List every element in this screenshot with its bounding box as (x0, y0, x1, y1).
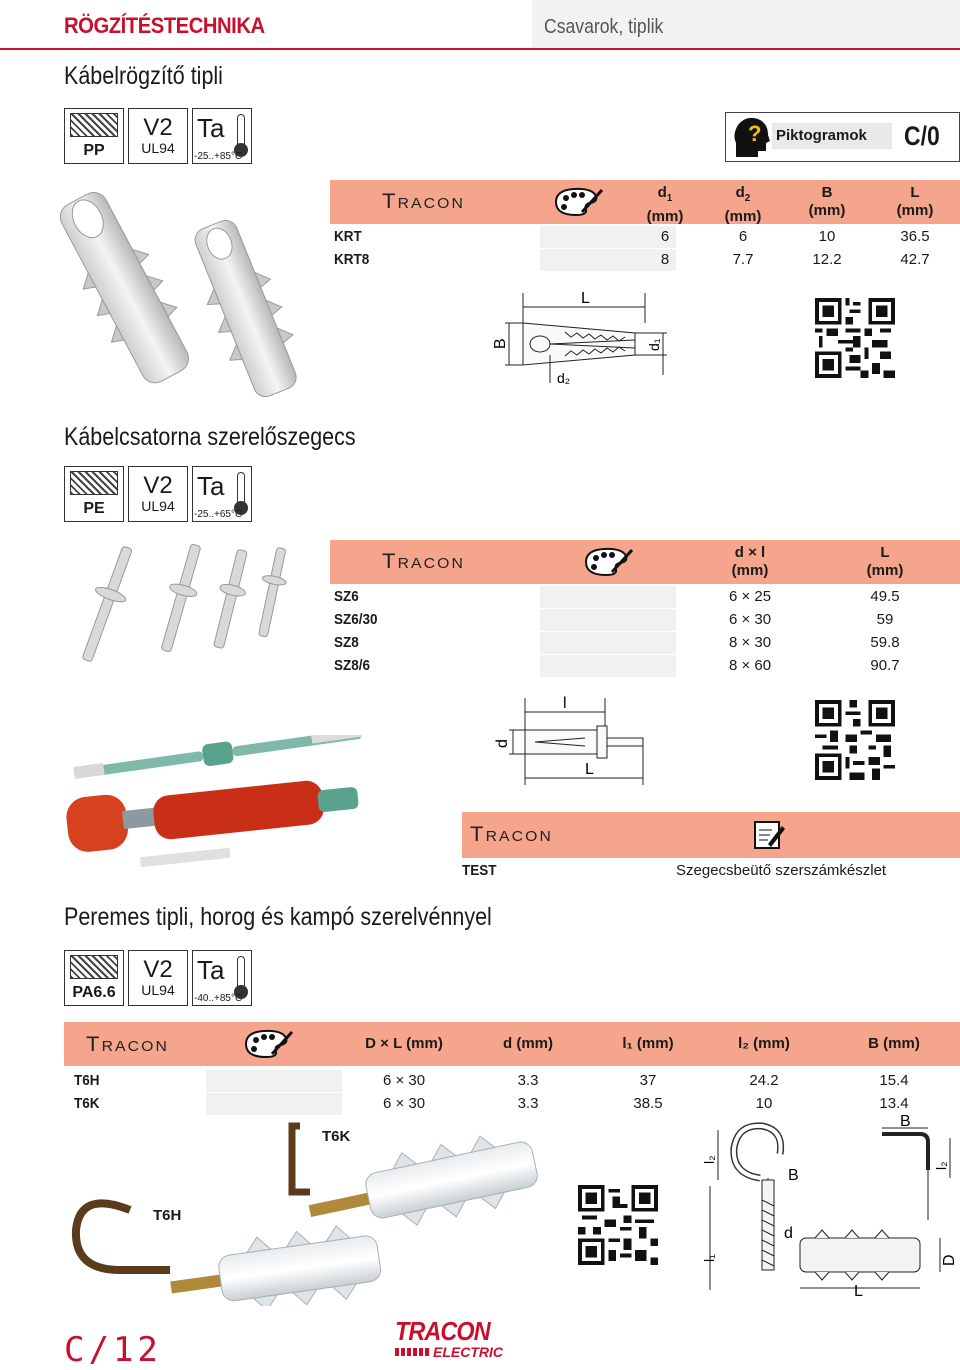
table-row[interactable]: SZ8 8 × 30 59.8 (330, 632, 960, 654)
flammability-pictogram: V2 UL94 (128, 466, 188, 522)
col-l: L (mm) (896, 184, 934, 219)
pictogram-badge[interactable] (725, 112, 960, 162)
col-d1: $d_1$ (mm) (646, 184, 684, 225)
badge-code: C/0 (904, 121, 940, 151)
dim-d2-label: d₂ (557, 370, 571, 386)
color-swatch (540, 632, 676, 654)
dim-bigl-label: L (585, 761, 594, 778)
section1-pictograms (64, 108, 252, 164)
table1-header: Tracon $d_1$ (mm) $d_2$ (mm) B (mm) L (mm) (330, 180, 960, 224)
photo-label-t6h: T6H (153, 1207, 182, 1224)
tool-row[interactable]: TEST Szegecsbeütő szerszámkészlet (462, 862, 887, 879)
product-photo-krt (60, 180, 330, 410)
temperature-pictogram: Ta -25..+65°C (192, 466, 252, 522)
section2-pictograms (64, 466, 252, 522)
dimension-diagram-sz (485, 690, 685, 790)
col-b: B (mm) (808, 184, 846, 219)
hatch-icon (70, 113, 118, 137)
dimension-diagram-hooks (700, 1110, 960, 1300)
hatch-icon (70, 471, 118, 495)
color-swatch (206, 1093, 342, 1115)
table-row[interactable]: SZ6/30 6 × 30 59 (330, 609, 960, 631)
temperature-pictogram: Ta -40..+85°C (192, 950, 252, 1006)
flammability-pictogram: V2 UL94 (128, 108, 188, 164)
flammability-pictogram: V2 UL94 (128, 950, 188, 1006)
col-b: B (mm) (868, 1035, 920, 1052)
header-category: RÖGZÍTÉSTECHNIKA (0, 0, 530, 48)
color-swatch (540, 586, 676, 608)
material-pictogram: PE (64, 466, 124, 522)
col-l: L (mm) (866, 544, 904, 579)
col-dxl: d × l (mm) (731, 544, 769, 579)
header-subcategory: Csavarok, tiplik (530, 0, 960, 48)
table-row[interactable]: SZ6 6 × 25 49.5 (330, 586, 960, 608)
logo-stripes (395, 1348, 429, 1356)
table3-header: Tracon D × L (mm) d (mm) l₁ (mm) l₂ (mm) B (mm) (64, 1022, 960, 1066)
material-pictogram: PP (64, 108, 124, 164)
section1-title: Kábelrögzítő tipli (64, 62, 223, 90)
header-divider (0, 48, 960, 50)
color-swatch (206, 1070, 342, 1092)
product-photo-tool (60, 735, 380, 880)
table-row[interactable]: SZ8/6 8 × 60 90.7 (330, 655, 960, 677)
tool-header: Tracon (462, 812, 960, 858)
hatch-icon (70, 955, 118, 979)
svg-text:?: ? (748, 121, 762, 146)
dim-d-label: d (784, 1225, 793, 1242)
badge-label: Piktogramok (776, 127, 867, 144)
qr-code-3[interactable] (578, 1185, 658, 1265)
table-row[interactable]: T6K 6 × 30 3.3 38.5 10 13.4 (64, 1093, 960, 1115)
col-d2: $d_2$ (mm) (724, 184, 762, 225)
note-edit-icon (752, 818, 786, 852)
product-photo-hooks (60, 1120, 560, 1310)
tracon-logo[interactable]: TRACON ELECTRIC (395, 1316, 503, 1360)
section3-pictograms (64, 950, 252, 1006)
section2-title: Kábelcsatorna szerelőszegecs (64, 423, 356, 451)
col-dxl: D × L (mm) (365, 1035, 443, 1052)
dim-b-label: B (492, 338, 509, 349)
head-question-icon (730, 115, 774, 159)
dim-l-label: L (581, 290, 590, 307)
dim-bigd-label: D (941, 1254, 958, 1266)
table-row[interactable]: T6H 6 × 30 3.3 37 24.2 15.4 (64, 1070, 960, 1092)
dim-d1-label: d₁ (646, 338, 662, 351)
color-palette-icon (582, 546, 634, 576)
color-palette-icon (242, 1028, 294, 1058)
col-l2: l₂ (mm) (738, 1035, 790, 1052)
dimension-diagram-krt (485, 285, 685, 390)
table2-header: Tracon d × l (mm) L (mm) (330, 540, 960, 584)
table-row[interactable]: KRT 6 6 10 36.5 (330, 226, 960, 248)
temperature-pictogram: Ta -25..+85°C (192, 108, 252, 164)
color-swatch (540, 609, 676, 631)
dim-b2-label: B (788, 1167, 799, 1184)
dim-bigl-label: L (854, 1283, 863, 1300)
dim-l2-label: l₂ (701, 1155, 717, 1164)
qr-code-2[interactable] (815, 700, 895, 780)
color-swatch (540, 655, 676, 677)
page-number: C/12 (64, 1330, 162, 1370)
color-palette-icon (552, 186, 604, 216)
table-row[interactable]: KRT8 8 7.7 12.2 42.7 (330, 249, 960, 271)
material-pictogram: PA6.6 (64, 950, 124, 1006)
dim-l1-label: l₁ (701, 1254, 717, 1262)
col-d: d (mm) (503, 1035, 553, 1052)
dim-l2b-label: l₂ (933, 1161, 949, 1170)
section3-title: Peremes tipli, horog és kampó szerelvénnyel (64, 903, 492, 931)
dim-d-label: d (494, 739, 511, 748)
qr-code-1[interactable] (815, 298, 895, 378)
product-photo-sz (70, 535, 310, 680)
dim-l-label: l (563, 695, 567, 712)
col-l1: l₁ (mm) (622, 1035, 674, 1052)
dim-b-label: B (900, 1113, 911, 1130)
photo-label-t6k: T6K (322, 1128, 351, 1145)
